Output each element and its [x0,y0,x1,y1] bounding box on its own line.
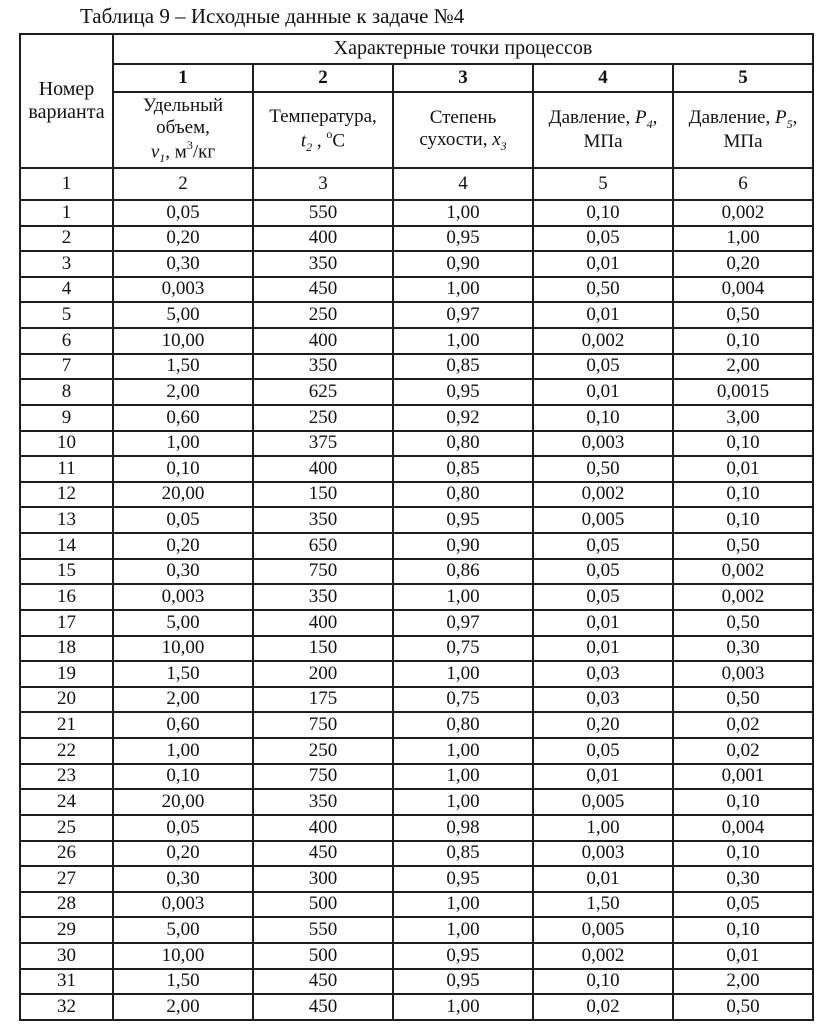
point-number-1: 1 [113,64,253,91]
table-cell: 0,60 [113,712,253,738]
table-cell: 0,30 [673,866,813,892]
table-cell: 0,004 [673,815,813,841]
point-number-2: 2 [253,64,393,91]
table-cell: 22 [20,738,113,764]
table-cell: 0,20 [533,712,673,738]
table-cell: 7 [20,354,113,380]
table-cell: 2,00 [113,994,253,1020]
table-cell: 0,85 [393,841,533,867]
table-cell: 400 [253,226,393,252]
table-cell: 0,003 [113,892,253,918]
table-cell: 500 [253,943,393,969]
table-cell: 1,00 [113,431,253,457]
table-title: Таблица 9 – Исходные данные к задаче №4 [80,4,465,28]
table-cell: 0,002 [533,328,673,354]
table-cell: 0,75 [393,687,533,713]
table-cell: 12 [20,482,113,508]
table-row [20,969,813,995]
table-cell: 0,20 [113,533,253,559]
table-cell: 0,50 [533,456,673,482]
table-cell: 0,50 [673,687,813,713]
table-cell: 0,03 [533,661,673,687]
table-row [20,584,813,610]
table-cell: 11 [20,456,113,482]
table-cell: 19 [20,661,113,687]
table-cell: 13 [20,507,113,533]
corner-header-line2: варианта [28,101,105,124]
table-row [20,866,813,892]
table-cell: 350 [253,789,393,815]
table-cell: 21 [20,712,113,738]
table-cell: 30 [20,943,113,969]
table-cell: 0,05 [673,892,813,918]
table-cell: 5,00 [113,610,253,636]
table-row [20,610,813,636]
table-cell: 375 [253,431,393,457]
table-cell: 0,001 [673,764,813,790]
table-row [20,636,813,662]
table-cell: 0,002 [533,482,673,508]
table-cell: 0,95 [393,379,533,405]
table-cell: 0,01 [533,610,673,636]
table-cell: 0,50 [673,533,813,559]
table-cell: 0,92 [393,405,533,431]
table-row [20,482,813,508]
table-cell: 450 [253,841,393,867]
table-row [20,559,813,585]
point-numbers-row [20,64,813,91]
table-cell: 0,05 [533,559,673,585]
table-cell: 15 [20,559,113,585]
table-cell: 750 [253,764,393,790]
table-cell: 32 [20,994,113,1020]
table-cell: 17 [20,610,113,636]
table-cell: 0,80 [393,431,533,457]
table-cell: 0,10 [113,456,253,482]
table-cell: 0,75 [393,636,533,662]
table-cell: 28 [20,892,113,918]
table-cell: 625 [253,379,393,405]
table-cell: 0,50 [673,994,813,1020]
table-cell: 25 [20,815,113,841]
group-header-cell: Характерные точки процессов [113,34,813,64]
variants-data-table [19,33,814,1021]
table-cell: 650 [253,533,393,559]
column-index-4: 4 [393,168,533,200]
table-cell: 1,00 [393,200,533,226]
table-cell: 4 [20,277,113,303]
table-cell: 1,00 [393,738,533,764]
table-cell: 5,00 [113,917,253,943]
column-index-2: 2 [113,168,253,200]
table-cell: 0,005 [533,789,673,815]
table-cell: 10,00 [113,636,253,662]
table-row [20,687,813,713]
table-cell: 0,20 [113,841,253,867]
table-cell: 400 [253,456,393,482]
col-header-pressure-4: Давление, $P_4$, МПа [533,92,673,169]
table-cell: 29 [20,917,113,943]
table-cell: 9 [20,405,113,431]
table-cell: 400 [253,815,393,841]
table-cell: 1,00 [393,892,533,918]
table-cell: 2 [20,226,113,252]
table-cell: 0,95 [393,969,533,995]
table-row [20,507,813,533]
table-cell: 250 [253,405,393,431]
corner-header-cell [20,34,113,168]
table-row [20,789,813,815]
table-cell: 1,00 [393,789,533,815]
table-row [20,302,813,328]
table-cell: 175 [253,687,393,713]
table-cell: 0,85 [393,456,533,482]
table-row [20,226,813,252]
table-cell: 5 [20,302,113,328]
column-index-3: 3 [253,168,393,200]
table-cell: 300 [253,866,393,892]
col-header-pressure-5: Давление, $P_5$, МПа [673,92,813,169]
table-cell: 2,00 [673,354,813,380]
table-cell: 1,00 [113,738,253,764]
table-cell: 0,005 [533,917,673,943]
table-row [20,200,813,226]
table-cell: 10,00 [113,943,253,969]
table-cell: 0,50 [533,277,673,303]
table-cell: 31 [20,969,113,995]
table-cell: 0,50 [673,302,813,328]
table-cell: 0,002 [533,943,673,969]
table-cell: 2,00 [113,379,253,405]
table-cell: 20,00 [113,789,253,815]
table-row [20,328,813,354]
table-cell: 0,05 [533,584,673,610]
table-cell: 0,01 [673,456,813,482]
table-cell: 0,95 [393,226,533,252]
table-cell: 0,10 [673,789,813,815]
table-cell: 1,00 [393,764,533,790]
table-cell: 0,98 [393,815,533,841]
table-cell: 10 [20,431,113,457]
table-row [20,764,813,790]
table-row [20,277,813,303]
table-cell: 350 [253,251,393,277]
table-cell: 5,00 [113,302,253,328]
table-row [20,841,813,867]
column-index-1: 1 [20,168,113,200]
table-cell: 0,02 [673,712,813,738]
table-cell: 0,60 [113,405,253,431]
table-cell: 0,50 [673,610,813,636]
table-row [20,354,813,380]
table-cell: 0,90 [393,251,533,277]
column-index-row [20,168,813,200]
table-row [20,712,813,738]
table-cell: 450 [253,994,393,1020]
table-cell: 0,20 [673,251,813,277]
table-cell: 0,005 [533,507,673,533]
table-cell: 0,03 [533,687,673,713]
table-cell: 0,003 [533,841,673,867]
table-cell: 450 [253,277,393,303]
table-cell: 0,10 [533,200,673,226]
table-cell: 0,01 [533,379,673,405]
table-cell: 0,01 [673,943,813,969]
table-cell: 0,10 [673,431,813,457]
table-cell: 0,05 [113,507,253,533]
table-cell: 0,01 [533,302,673,328]
table-cell: 16 [20,584,113,610]
table-row [20,379,813,405]
table-cell: 200 [253,661,393,687]
table-cell: 0,10 [673,482,813,508]
table-cell: 10,00 [113,328,253,354]
table-cell: 350 [253,584,393,610]
column-index-6: 6 [673,168,813,200]
table-cell: 0,97 [393,610,533,636]
table-cell: 1,50 [113,661,253,687]
table-cell: 450 [253,969,393,995]
table-cell: 0,95 [393,507,533,533]
table-cell: 1,50 [533,892,673,918]
table-cell: 26 [20,841,113,867]
table-cell: 27 [20,866,113,892]
point-number-3: 3 [393,64,533,91]
table-cell: 24 [20,789,113,815]
table-cell: 400 [253,610,393,636]
table-cell: 550 [253,917,393,943]
table-cell: 350 [253,354,393,380]
table-cell: 0,003 [113,584,253,610]
table-cell: 0,05 [533,738,673,764]
table-cell: 0,02 [533,994,673,1020]
table-row [20,456,813,482]
table-cell: 0,10 [533,969,673,995]
table-cell: 0,10 [673,328,813,354]
table-row [20,917,813,943]
table-cell: 0,95 [393,943,533,969]
table-cell: 0,003 [673,661,813,687]
table-cell: 0,01 [533,764,673,790]
table-cell: 20 [20,687,113,713]
table-cell: 1,00 [393,277,533,303]
table-row [20,892,813,918]
table-cell: 0,003 [113,277,253,303]
table-cell: 350 [253,507,393,533]
table-cell: 18 [20,636,113,662]
table-cell: 250 [253,302,393,328]
table-body [20,200,813,1020]
table-cell: 0,10 [673,841,813,867]
table-row [20,994,813,1020]
table-cell: 0,05 [533,354,673,380]
table-cell: 3,00 [673,405,813,431]
table-cell: 750 [253,559,393,585]
table-cell: 1,50 [113,969,253,995]
column-index-5: 5 [533,168,673,200]
table-cell: 0,85 [393,354,533,380]
col-header-temperature: Температура, $t_2$ , $^o$C [253,92,393,169]
table-row [20,815,813,841]
table-cell: 150 [253,636,393,662]
table-cell: 0,30 [113,251,253,277]
table-cell: 0,20 [113,226,253,252]
table-cell: 1,00 [393,917,533,943]
table-cell: 0,90 [393,533,533,559]
table-cell: 1 [20,200,113,226]
table-cell: 0,80 [393,482,533,508]
table-cell: 0,05 [533,226,673,252]
table-row [20,533,813,559]
table-cell: 0,95 [393,866,533,892]
table-cell: 1,00 [393,584,533,610]
table-cell: 750 [253,712,393,738]
col-header-specific-volume: Удельный объем, $v_1$, $м^3/кг$ [113,92,253,169]
table-cell: 0,002 [673,559,813,585]
table-cell: 0,01 [533,866,673,892]
table-row [20,251,813,277]
table-cell: 0,002 [673,200,813,226]
table-cell: 0,003 [533,431,673,457]
table-cell: 1,50 [113,354,253,380]
table-cell: 14 [20,533,113,559]
table-cell: 3 [20,251,113,277]
table-cell: 23 [20,764,113,790]
table-row [20,943,813,969]
table-cell: 400 [253,328,393,354]
table-cell: 150 [253,482,393,508]
table-cell: 0,80 [393,712,533,738]
table-cell: 1,00 [533,815,673,841]
table-cell: 0,004 [673,277,813,303]
table-cell: 0,01 [533,636,673,662]
table-cell: 0,05 [533,533,673,559]
table-cell: 2,00 [113,687,253,713]
table-cell: 250 [253,738,393,764]
col-header-dryness: Степень сухости, $x_3$ [393,92,533,169]
header-group-row [20,34,813,64]
table-cell: 2,00 [673,969,813,995]
table-cell: 0,30 [113,559,253,585]
corner-header-line1: Номер [38,77,95,100]
table-cell: 0,0015 [673,379,813,405]
point-number-5: 5 [673,64,813,91]
table-cell: 0,10 [113,764,253,790]
table-row [20,661,813,687]
table-cell: 500 [253,892,393,918]
table-cell: 6 [20,328,113,354]
point-number-4: 4 [533,64,673,91]
table-cell: 1,00 [393,661,533,687]
table-cell: 0,10 [533,405,673,431]
table-cell: 0,002 [673,584,813,610]
table-cell: 0,01 [533,251,673,277]
units-header-row [20,92,813,169]
table-cell: 1,00 [393,328,533,354]
table-row [20,431,813,457]
table-cell: 0,86 [393,559,533,585]
table-cell: 550 [253,200,393,226]
table-cell: 20,00 [113,482,253,508]
table-cell: 0,30 [673,636,813,662]
table-cell: 0,30 [113,866,253,892]
table-cell: 0,02 [673,738,813,764]
table-cell: 8 [20,379,113,405]
table-cell: 1,00 [673,226,813,252]
table-cell: 0,10 [673,917,813,943]
table-cell: 0,97 [393,302,533,328]
table-cell: 0,05 [113,815,253,841]
table-row [20,405,813,431]
table-cell: 1,00 [393,994,533,1020]
table-cell: 0,10 [673,507,813,533]
table-cell: 0,05 [113,200,253,226]
table-row [20,738,813,764]
